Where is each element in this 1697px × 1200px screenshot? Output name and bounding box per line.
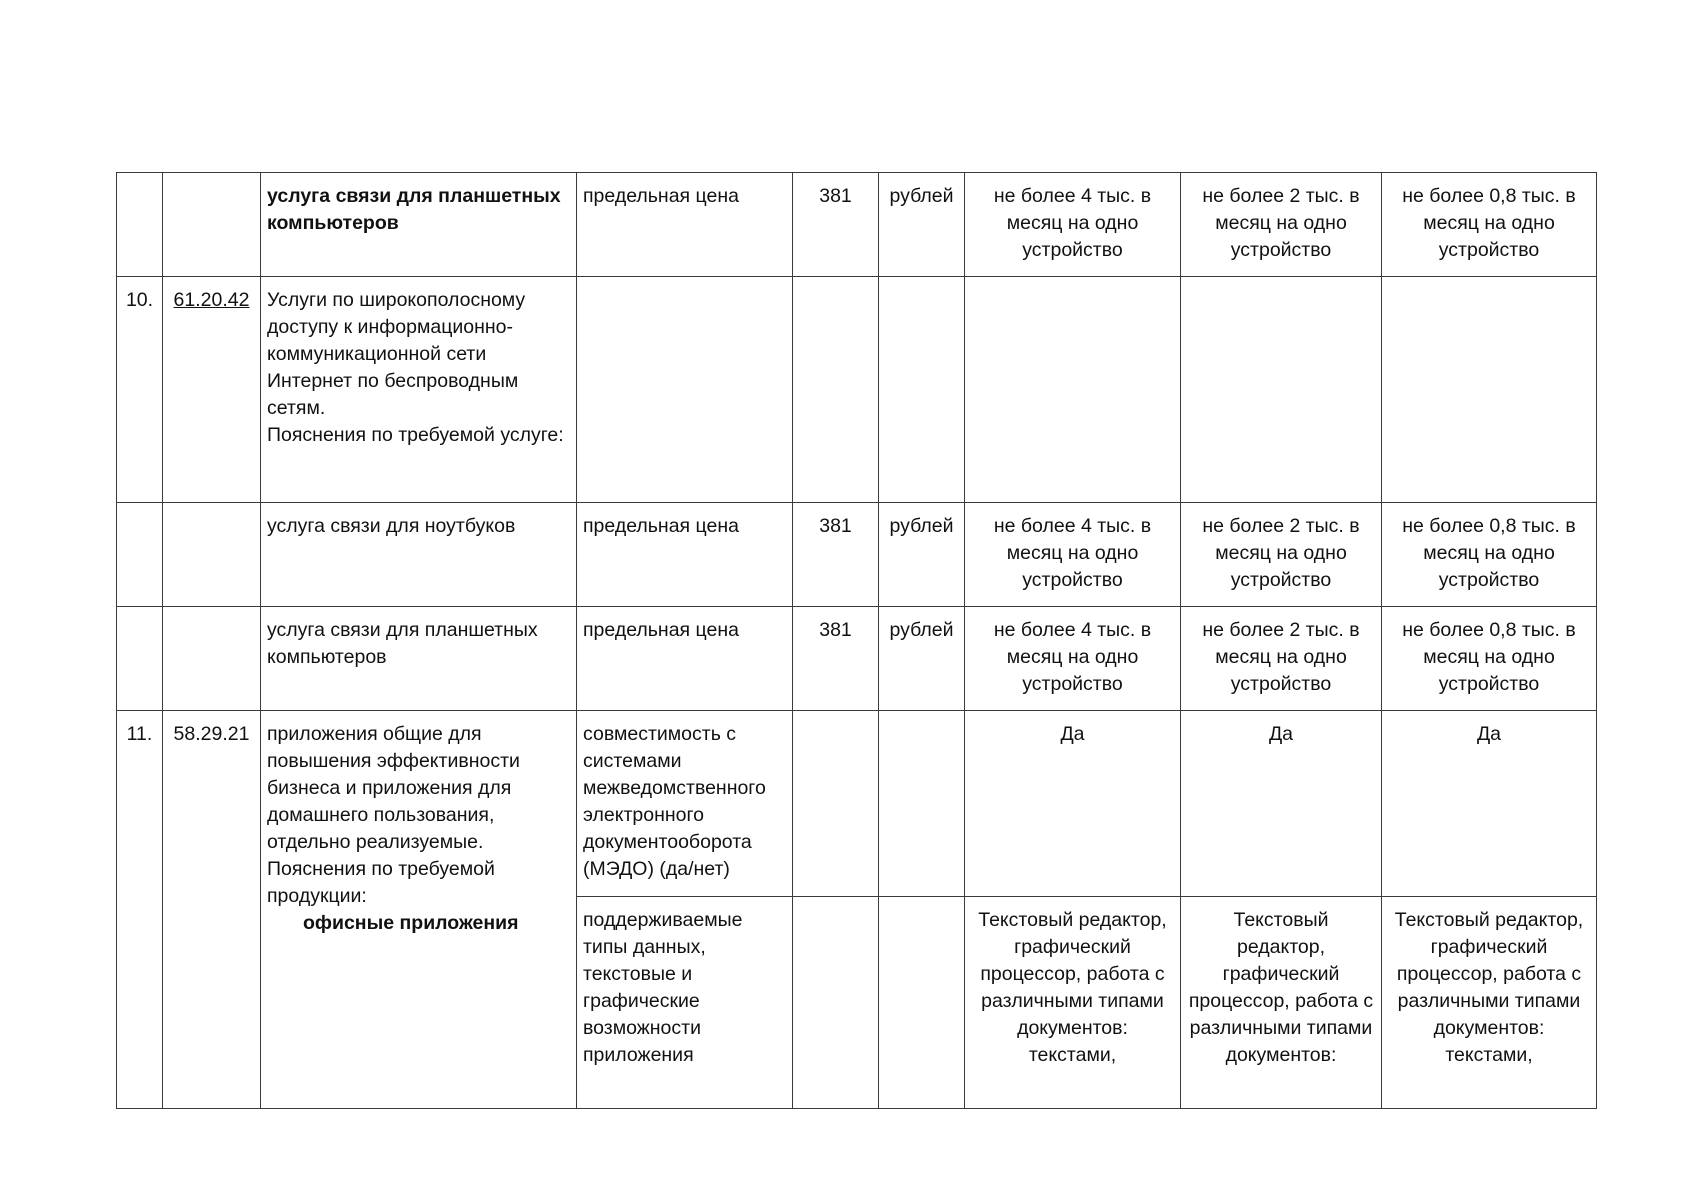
unit-code-cell (793, 711, 879, 897)
table-row (117, 711, 1597, 897)
characteristic-cell (577, 277, 793, 503)
item-name-cell: услуга связи для планшетных компьютеров (261, 607, 577, 711)
row-number-cell (117, 607, 163, 711)
characteristic-cell: предельная цена (577, 173, 793, 277)
value-cell-2: не более 2 тыс. в месяц на одно устройство (1181, 503, 1382, 607)
value-cell-3: Да (1382, 711, 1597, 897)
unit-name-cell: рублей (879, 503, 965, 607)
value-cell-3: не более 0,8 тыс. в месяц на одно устройство (1382, 503, 1597, 607)
characteristic-cell: совместимость с системами межведомственного электронного документооборота (МЭДО) (да/нет) (577, 711, 793, 897)
value-cell-2: не более 2 тыс. в месяц на одно устройство (1181, 607, 1382, 711)
value-cell-1: не более 4 тыс. в месяц на одно устройство (965, 503, 1181, 607)
unit-name-cell (879, 711, 965, 897)
value-cell-3: Текстовый редактор, графический процессор, работа с различными типами документов: текстами, (1382, 897, 1597, 1109)
okpd-code-link[interactable]: 61.20.42 (173, 289, 250, 311)
item-name-cell: услуга связи для ноутбуков (261, 503, 577, 607)
table-row (117, 277, 1597, 503)
item-note-text: Пояснения по требуемой услуге: (267, 424, 564, 446)
row-number-cell: 11. (117, 711, 163, 1109)
item-name-text: приложения общие для повышения эффективности бизнеса и приложения для домашнего пользования, отдельно реализуемые. (267, 723, 520, 853)
value-cell-1: не более 4 тыс. в месяц на одно устройство (965, 607, 1181, 711)
row-number-cell: 10. (117, 277, 163, 503)
okpd-code-cell (163, 503, 261, 607)
characteristic-cell: поддерживаемые типы данных, текстовые и графические возможности приложения (577, 897, 793, 1109)
item-name-cell (261, 711, 577, 1109)
requirements-table (116, 172, 1597, 1109)
table-row (117, 503, 1597, 607)
value-cell-2: не более 2 тыс. в месяц на одно устройство (1181, 173, 1382, 277)
okpd-code-cell: 58.29.21 (163, 711, 261, 1109)
value-cell-1: не более 4 тыс. в месяц на одно устройство (965, 173, 1181, 277)
unit-name-cell: рублей (879, 607, 965, 711)
okpd-code-cell (163, 607, 261, 711)
row-number-cell (117, 503, 163, 607)
okpd-code-cell (163, 173, 261, 277)
item-note-text: Пояснения по требуемой продукции: (267, 858, 495, 907)
value-cell-1: Да (965, 711, 1181, 897)
value-cell-3: не более 0,8 тыс. в месяц на одно устройство (1382, 607, 1597, 711)
value-cell-1 (965, 277, 1181, 503)
unit-name-cell (879, 277, 965, 503)
unit-code-cell (793, 897, 879, 1109)
value-cell-3: не более 0,8 тыс. в месяц на одно устройство (1382, 173, 1597, 277)
value-cell-2: Текстовый редактор, графический процессор, работа с различными типами документов: (1181, 897, 1382, 1109)
value-cell-3 (1382, 277, 1597, 503)
item-name-cell (261, 277, 577, 503)
unit-name-cell: рублей (879, 173, 965, 277)
unit-code-cell (793, 277, 879, 503)
unit-code-cell: 381 (793, 607, 879, 711)
characteristic-cell: предельная цена (577, 503, 793, 607)
unit-name-cell (879, 897, 965, 1109)
table-row (117, 173, 1597, 277)
item-subtype-text: офисные приложения (303, 912, 519, 934)
characteristic-cell: предельная цена (577, 607, 793, 711)
item-name-text: Услуги по широкополосному доступу к информационно-коммуникационной сети Интернет по беспроводным сетям. (267, 289, 526, 419)
item-name-cell: услуга связи для планшетных компьютеров (261, 173, 577, 277)
unit-code-cell: 381 (793, 503, 879, 607)
value-cell-1: Текстовый редактор, графический процессор, работа с различными типами документов: текстами, (965, 897, 1181, 1109)
table-row (117, 607, 1597, 711)
okpd-code-cell (163, 277, 261, 503)
row-number-cell (117, 173, 163, 277)
value-cell-2: Да (1181, 711, 1382, 897)
value-cell-2 (1181, 277, 1382, 503)
unit-code-cell: 381 (793, 173, 879, 277)
